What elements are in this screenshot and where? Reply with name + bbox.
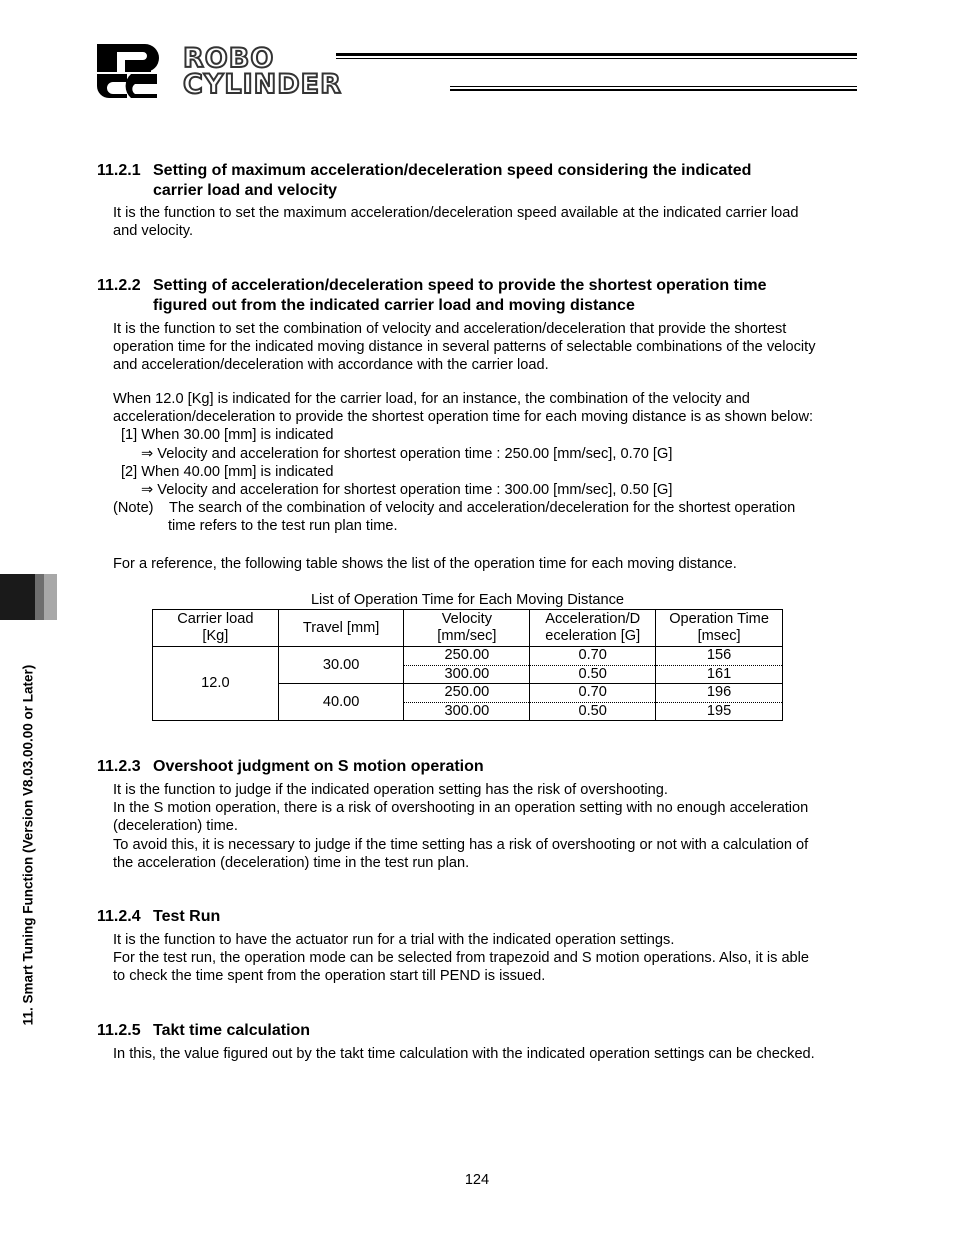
accel-cell: 0.70 xyxy=(530,684,656,703)
note xyxy=(113,499,861,517)
velocity-cell: 250.00 xyxy=(404,684,530,703)
accel-cell: 0.50 xyxy=(530,702,656,721)
body-line: It is the function to have the actuator run for a trial with the indicated operation settings. xyxy=(113,932,675,948)
operation-time-table xyxy=(152,609,783,721)
section-11-2-4-body xyxy=(113,931,861,986)
body-line: and velocity. xyxy=(113,223,194,240)
logo-text-robo: ROBO xyxy=(183,43,275,74)
section-title-line1: Takt time calculation xyxy=(153,1022,311,1039)
section-number: 11.2.4 xyxy=(97,908,141,925)
section-title-line2: figured out from the indicated carrier load and moving distance xyxy=(153,297,635,314)
body-line: to check the time spent from the operation start till PEND is issued. xyxy=(113,968,546,985)
section-11-2-2-body xyxy=(113,320,861,375)
section-11-2-1-heading xyxy=(97,161,751,201)
section-11-2-5-body xyxy=(113,1045,861,1063)
col-header-carrier: Carrier load [Kg] xyxy=(153,610,279,647)
case-2: [2] When 40.00 [mm] is indicated xyxy=(121,463,334,480)
velocity-cell: 250.00 xyxy=(404,647,530,666)
body-line: When 12.0 [Kg] is indicated for the carrier load, for an instance, the combination of the velocity and xyxy=(113,391,750,407)
section-number: 11.2.1 xyxy=(97,162,141,179)
section-title-line1: Overshoot judgment on S motion operation xyxy=(153,758,484,775)
section-number: 11.2.3 xyxy=(97,758,141,775)
note-line1: The search of the combination of velocity and acceleration/deceleration for the shortest operation xyxy=(169,500,796,517)
section-number: 11.2.5 xyxy=(97,1022,141,1039)
header-rule-top xyxy=(336,53,857,56)
velocity-cell: 300.00 xyxy=(404,702,530,721)
body-line: For the test run, the operation mode can be selected from trapezoid and S motion operations. Also, it is able xyxy=(113,950,810,967)
table-reference-text xyxy=(113,555,861,573)
side-tab-marker xyxy=(0,574,57,620)
section-11-2-4-heading xyxy=(97,907,220,927)
case-2-result: ⇒ Velocity and acceleration for shortest operation time : 300.00 [mm/sec], 0.50 [G] xyxy=(141,482,673,499)
body-line: For a reference, the following table shows the list of the operation time for each moving distance. xyxy=(113,556,737,572)
robo-cylinder-logo xyxy=(95,42,440,100)
section-title-line1: Test Run xyxy=(153,908,221,925)
note-line2: time refers to the test run plan time. xyxy=(168,518,398,535)
body-line: It is the function to judge if the indicated operation setting has the risk of overshooting. xyxy=(113,782,668,798)
section-title-line1: Setting of maximum acceleration/deceleration speed considering the indicated xyxy=(153,162,752,179)
body-line: To avoid this, it is necessary to judge if the time setting has a risk of overshooting or not with a calculation of xyxy=(113,836,809,853)
section-title-line1: Setting of acceleration/deceleration speed to provide the shortest operation time xyxy=(153,277,767,294)
body-line: and acceleration/deceleration with accordance with the carrier load. xyxy=(113,357,549,374)
body-line: In this, the value figured out by the takt time calculation with the indicated operation settings can be checked. xyxy=(113,1046,815,1062)
section-11-2-2-heading xyxy=(97,276,766,316)
body-line: (deceleration) time. xyxy=(113,818,238,835)
logo-text-cylinder: CYLINDER xyxy=(183,69,342,100)
col-header-accel: Acceleration/D eceleration [G] xyxy=(530,610,656,647)
col-header-velocity: Velocity [mm/sec] xyxy=(404,610,530,647)
accel-cell: 0.70 xyxy=(530,647,656,666)
side-chapter-label: 11. Smart Tuning Function (Version V8.03.00.00 or Later) xyxy=(20,664,36,1026)
time-cell: 156 xyxy=(656,647,783,666)
header-rule-bottom xyxy=(450,86,857,87)
col-header-travel: Travel [mm] xyxy=(278,610,404,647)
note-label: (Note) xyxy=(113,500,154,517)
page-number: 124 xyxy=(464,1172,490,1188)
accel-cell: 0.50 xyxy=(530,665,656,684)
section-number: 11.2.2 xyxy=(97,277,141,294)
travel-cell: 40.00 xyxy=(278,684,404,721)
body-line: the acceleration (deceleration) time in the test run plan. xyxy=(113,854,470,871)
velocity-cell: 300.00 xyxy=(404,665,530,684)
case-1-result: ⇒ Velocity and acceleration for shortest operation time : 250.00 [mm/sec], 0.70 [G] xyxy=(141,445,673,462)
time-cell: 195 xyxy=(656,702,783,721)
section-11-2-2-example xyxy=(113,390,861,536)
header-rule-top-thin xyxy=(336,58,857,59)
travel-cell: 30.00 xyxy=(278,647,404,684)
section-title-line2: carrier load and velocity xyxy=(153,182,338,199)
time-cell: 196 xyxy=(656,684,783,703)
case-1: [1] When 30.00 [mm] is indicated xyxy=(121,427,334,444)
body-line: In the S motion operation, there is a risk of overshooting in an operation setting with no enough acceleration xyxy=(113,800,809,817)
body-line: acceleration/deceleration to provide the shortest operation time for each moving distance is as shown below: xyxy=(113,409,814,426)
section-11-2-3-heading xyxy=(97,757,484,777)
time-cell: 161 xyxy=(656,665,783,684)
table-row xyxy=(153,647,783,666)
section-11-2-5-heading xyxy=(97,1021,310,1041)
col-header-optime: Operation Time [msec] xyxy=(656,610,783,647)
table-caption: List of Operation Time for Each Moving Distance xyxy=(310,592,625,608)
header-rule-bottom-thick xyxy=(450,89,857,91)
body-line: operation time for the indicated moving distance in several patterns of selectable combinations of the velocity xyxy=(113,339,816,356)
body-line: It is the function to set the maximum acceleration/deceleration speed available at the indicated carrier load xyxy=(113,205,799,221)
carrier-load-cell: 12.0 xyxy=(153,647,279,721)
section-11-2-1-body xyxy=(113,204,861,240)
body-line: It is the function to set the combination of velocity and acceleration/deceleration that provide the shortest xyxy=(113,321,787,337)
table-header-row xyxy=(153,610,783,647)
section-11-2-3-body xyxy=(113,781,861,872)
